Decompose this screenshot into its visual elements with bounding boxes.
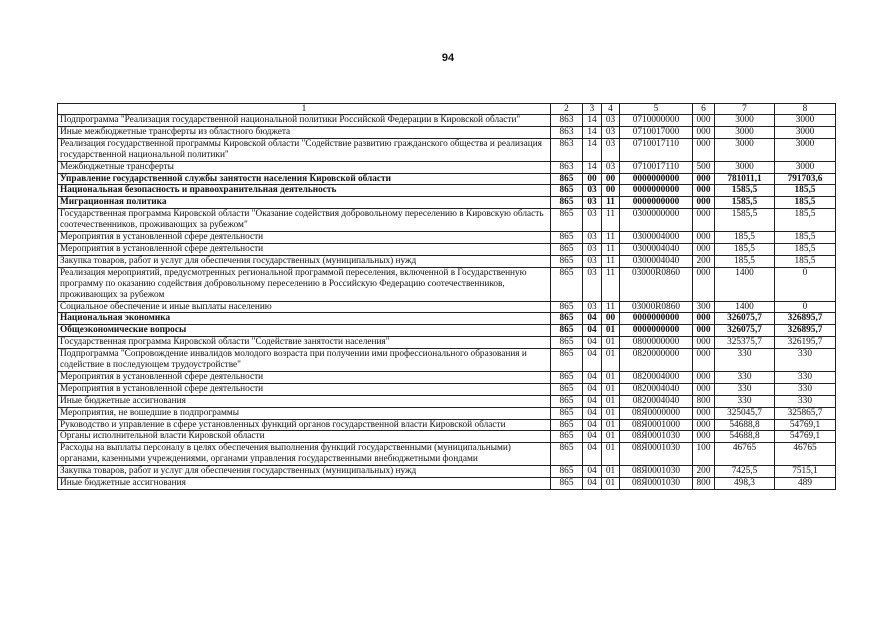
amount-year2-cell: 3000 [775,161,836,173]
ministry-code-cell: 863 [551,126,583,138]
ministry-code-cell: 865 [551,301,583,313]
section-code-cell: 04 [583,419,602,431]
item-name-cell: Мероприятия в установленной сфере деятельности [58,232,551,244]
table-row [58,232,836,244]
amount-year2-cell: 325865,7 [775,407,836,419]
expense-type-cell: 800 [693,395,715,407]
table-row [58,138,836,161]
expense-type-cell: 000 [693,232,715,244]
target-article-cell: 0710017110 [620,161,693,173]
section-code-cell: 04 [583,337,602,349]
table-row [58,126,836,138]
ministry-code-cell: 865 [551,407,583,419]
expense-type-cell: 000 [693,407,715,419]
ministry-code-cell: 865 [551,197,583,209]
ministry-code-cell: 865 [551,466,583,478]
ministry-code-cell: 865 [551,209,583,232]
header-row [58,104,836,115]
amount-year1-cell: 330 [715,349,775,372]
amount-year2-cell: 46765 [775,443,836,466]
amount-year2-cell: 185,5 [775,185,836,197]
target-article-cell: 08Я0000000 [620,407,693,419]
amount-year2-cell: 54769,1 [775,419,836,431]
item-name-cell: Мероприятия в установленной сфере деятельности [58,383,551,395]
item-name-cell: Управление государственной службы занятости населения Кировской области [58,173,551,185]
item-name-cell: Иные межбюджетные трансферты из областного бюджета [58,126,551,138]
amount-year1-cell: 325045,7 [715,407,775,419]
item-name-cell: Миграционная политика [58,197,551,209]
table-row [58,371,836,383]
section-code-cell: 14 [583,126,602,138]
amount-year2-cell: 326895,7 [775,313,836,325]
amount-year2-cell: 3000 [775,138,836,161]
expense-type-cell: 000 [693,115,715,127]
target-article-cell: 08Я0001030 [620,478,693,490]
subsection-code-cell: 01 [602,349,620,372]
table-row [58,407,836,419]
subsection-code-cell: 11 [602,301,620,313]
amount-year2-cell: 0 [775,301,836,313]
section-code-cell: 14 [583,161,602,173]
target-article-cell: 0820004000 [620,371,693,383]
amount-year1-cell: 185,5 [715,255,775,267]
ministry-code-cell: 865 [551,243,583,255]
amount-year1-cell: 3000 [715,115,775,127]
ministry-code-cell: 863 [551,138,583,161]
table-row [58,313,836,325]
table-row [58,443,836,466]
ministry-code-cell: 865 [551,267,583,301]
subsection-code-cell: 01 [602,337,620,349]
ministry-code-cell: 865 [551,337,583,349]
amount-year2-cell: 3000 [775,126,836,138]
section-code-cell: 04 [583,383,602,395]
section-code-cell: 03 [583,185,602,197]
item-name-cell: Реализация государственной программы Кировской области "Содействие развитию гражданского общества и реализация государственной национальной политики" [58,138,551,161]
item-name-cell: Иные бюджетные ассигнования [58,478,551,490]
table-row [58,431,836,443]
item-name-cell: Национальная экономика [58,313,551,325]
header-cell: 1 [58,104,551,115]
target-article-cell: 0820004040 [620,395,693,407]
item-name-cell: Государственная программа Кировской области "Оказание содействия добровольному переселению в Кировскую область соотечественников, проживающих за рубежом" [58,209,551,232]
amount-year1-cell: 3000 [715,161,775,173]
section-code-cell: 14 [583,115,602,127]
table-row [58,243,836,255]
section-code-cell: 03 [583,243,602,255]
target-article-cell: 0000000000 [620,173,693,185]
expense-type-cell: 500 [693,161,715,173]
subsection-code-cell: 01 [602,419,620,431]
page-number: 94 [441,52,455,64]
budget-table [57,103,836,490]
target-article-cell: 0000000000 [620,185,693,197]
subsection-code-cell: 01 [602,371,620,383]
item-name-cell: Закупка товаров, работ и услуг для обеспечения государственных (муниципальных) нужд [58,255,551,267]
table-body [58,115,836,490]
target-article-cell: 0000000000 [620,313,693,325]
expense-type-cell: 000 [693,197,715,209]
table-row [58,466,836,478]
item-name-cell: Социальное обеспечение и иные выплаты населению [58,301,551,313]
subsection-code-cell: 03 [602,161,620,173]
amount-year1-cell: 326075,7 [715,325,775,337]
target-article-cell: 0800000000 [620,337,693,349]
amount-year2-cell: 185,5 [775,232,836,244]
section-code-cell: 03 [583,301,602,313]
table-row [58,478,836,490]
header-cell: 8 [775,104,836,115]
amount-year2-cell: 54769,1 [775,431,836,443]
ministry-code-cell: 865 [551,371,583,383]
subsection-code-cell: 01 [602,478,620,490]
item-name-cell: Закупка товаров, работ и услуг для обеспечения государственных (муниципальных) нужд [58,466,551,478]
subsection-code-cell: 11 [602,243,620,255]
expense-type-cell: 000 [693,337,715,349]
table-row [58,197,836,209]
amount-year1-cell: 1585,5 [715,185,775,197]
item-name-cell: Органы исполнительной власти Кировской области [58,431,551,443]
amount-year1-cell: 1585,5 [715,209,775,232]
amount-year1-cell: 325375,7 [715,337,775,349]
expense-type-cell: 300 [693,301,715,313]
amount-year1-cell: 185,5 [715,243,775,255]
header-cell: 3 [583,104,602,115]
subsection-code-cell: 01 [602,395,620,407]
subsection-code-cell: 00 [602,313,620,325]
ministry-code-cell: 865 [551,255,583,267]
amount-year1-cell: 330 [715,395,775,407]
item-name-cell: Мероприятия, не вошедшие в подпрограммы [58,407,551,419]
target-article-cell: 0300004040 [620,255,693,267]
target-article-cell: 08Я0001000 [620,419,693,431]
expense-type-cell: 000 [693,173,715,185]
amount-year1-cell: 54688,8 [715,419,775,431]
section-code-cell: 04 [583,349,602,372]
amount-year1-cell: 1400 [715,267,775,301]
expense-type-cell: 000 [693,431,715,443]
amount-year2-cell: 7515,1 [775,466,836,478]
item-name-cell: Иные бюджетные ассигнования [58,395,551,407]
table-row [58,185,836,197]
amount-year1-cell: 3000 [715,126,775,138]
ministry-code-cell: 865 [551,395,583,407]
target-article-cell: 0710017110 [620,138,693,161]
section-code-cell: 04 [583,325,602,337]
expense-type-cell: 000 [693,185,715,197]
item-name-cell: Общеэкономические вопросы [58,325,551,337]
section-code-cell: 00 [583,173,602,185]
amount-year2-cell: 330 [775,395,836,407]
amount-year2-cell: 3000 [775,115,836,127]
table-row [58,173,836,185]
subsection-code-cell: 11 [602,232,620,244]
target-article-cell: 0000000000 [620,197,693,209]
subsection-code-cell: 01 [602,325,620,337]
amount-year1-cell: 330 [715,383,775,395]
section-code-cell: 04 [583,466,602,478]
amount-year1-cell: 781011,1 [715,173,775,185]
target-article-cell: 0300000000 [620,209,693,232]
section-code-cell: 03 [583,197,602,209]
section-code-cell: 03 [583,232,602,244]
ministry-code-cell: 865 [551,325,583,337]
ministry-code-cell: 865 [551,173,583,185]
section-code-cell: 04 [583,395,602,407]
subsection-code-cell: 01 [602,443,620,466]
ministry-code-cell: 865 [551,419,583,431]
section-code-cell: 03 [583,267,602,301]
table-row [58,419,836,431]
amount-year2-cell: 330 [775,383,836,395]
subsection-code-cell: 01 [602,383,620,395]
item-name-cell: Государственная программа Кировской области "Содействие занятости населения" [58,337,551,349]
subsection-code-cell: 00 [602,185,620,197]
amount-year2-cell: 326895,7 [775,325,836,337]
subsection-code-cell: 11 [602,255,620,267]
amount-year2-cell: 185,5 [775,197,836,209]
expense-type-cell: 000 [693,126,715,138]
item-name-cell: Подпрограмма "Сопровождение инвалидов молодого возраста при получении ими профессионального образования и содействие в последующем трудоустройстве" [58,349,551,372]
section-code-cell: 03 [583,255,602,267]
expense-type-cell: 000 [693,313,715,325]
amount-year1-cell: 46765 [715,443,775,466]
ministry-code-cell: 865 [551,232,583,244]
expense-type-cell: 000 [693,383,715,395]
amount-year1-cell: 498,3 [715,478,775,490]
ministry-code-cell: 865 [551,185,583,197]
amount-year2-cell: 326195,7 [775,337,836,349]
section-code-cell: 03 [583,209,602,232]
amount-year1-cell: 326075,7 [715,313,775,325]
amount-year1-cell: 185,5 [715,232,775,244]
amount-year1-cell: 330 [715,371,775,383]
section-code-cell: 14 [583,138,602,161]
section-code-cell: 04 [583,407,602,419]
ministry-code-cell: 863 [551,115,583,127]
table-row [58,161,836,173]
amount-year1-cell: 3000 [715,138,775,161]
header-cell: 7 [715,104,775,115]
amount-year2-cell: 489 [775,478,836,490]
expense-type-cell: 000 [693,209,715,232]
target-article-cell: 0300004040 [620,243,693,255]
amount-year2-cell: 791703,6 [775,173,836,185]
target-article-cell: 0300004000 [620,232,693,244]
header-cell: 6 [693,104,715,115]
item-name-cell: Реализация мероприятий, предусмотренных региональной программой переселения, включенной в Государственную программу по оказанию содействия добровольному переселению в Российскую Федерацию соотечественников, проживающих за рубежом [58,267,551,301]
table-row [58,301,836,313]
target-article-cell: 0000000000 [620,325,693,337]
expense-type-cell: 000 [693,243,715,255]
amount-year2-cell: 185,5 [775,209,836,232]
target-article-cell: 03000R0860 [620,267,693,301]
amount-year1-cell: 1400 [715,301,775,313]
item-name-cell: Руководство и управление в сфере установленных функций органов государственной власти Кировской области [58,419,551,431]
table-row [58,115,836,127]
subsection-code-cell: 03 [602,126,620,138]
expense-type-cell: 800 [693,478,715,490]
item-name-cell: Мероприятия в установленной сфере деятельности [58,243,551,255]
amount-year1-cell: 7425,5 [715,466,775,478]
table-row [58,349,836,372]
subsection-code-cell: 01 [602,431,620,443]
subsection-code-cell: 03 [602,115,620,127]
ministry-code-cell: 865 [551,431,583,443]
expense-type-cell: 200 [693,466,715,478]
target-article-cell: 0820000000 [620,349,693,372]
item-name-cell: Подпрограмма "Реализация государственной национальной политики Российской Федерации в Кировской области" [58,115,551,127]
expense-type-cell: 000 [693,371,715,383]
expense-type-cell: 000 [693,138,715,161]
expense-type-cell: 100 [693,443,715,466]
target-article-cell: 08Я0001030 [620,431,693,443]
item-name-cell: Межбюджетные трансферты [58,161,551,173]
target-article-cell: 03000R0860 [620,301,693,313]
target-article-cell: 08Я0001030 [620,443,693,466]
target-article-cell: 0710000000 [620,115,693,127]
expense-type-cell: 000 [693,349,715,372]
subsection-code-cell: 00 [602,173,620,185]
ministry-code-cell: 863 [551,161,583,173]
section-code-cell: 04 [583,443,602,466]
expense-type-cell: 200 [693,255,715,267]
item-name-cell: Национальная безопасность и правоохранительная деятельность [58,185,551,197]
table-row [58,337,836,349]
table-row [58,267,836,301]
amount-year1-cell: 54688,8 [715,431,775,443]
expense-type-cell: 000 [693,325,715,337]
header-cell: 5 [620,104,693,115]
subsection-code-cell: 01 [602,466,620,478]
amount-year2-cell: 185,5 [775,255,836,267]
subsection-code-cell: 11 [602,209,620,232]
section-code-cell: 04 [583,371,602,383]
section-code-cell: 04 [583,478,602,490]
amount-year2-cell: 330 [775,371,836,383]
ministry-code-cell: 865 [551,478,583,490]
table-row [58,395,836,407]
subsection-code-cell: 11 [602,267,620,301]
table-row [58,383,836,395]
section-code-cell: 04 [583,431,602,443]
expense-type-cell: 000 [693,267,715,301]
header-cell: 2 [551,104,583,115]
subsection-code-cell: 11 [602,197,620,209]
item-name-cell: Расходы на выплаты персоналу в целях обеспечения выполнения функций государственными (муниципальными) органами, казенными учреждениями, органами управления государственными внебюджетными фондами [58,443,551,466]
amount-year2-cell: 0 [775,267,836,301]
target-article-cell: 0820004040 [620,383,693,395]
amount-year2-cell: 185,5 [775,243,836,255]
ministry-code-cell: 865 [551,383,583,395]
section-code-cell: 04 [583,313,602,325]
subsection-code-cell: 03 [602,138,620,161]
amount-year2-cell: 330 [775,349,836,372]
ministry-code-cell: 865 [551,349,583,372]
expense-type-cell: 000 [693,419,715,431]
item-name-cell: Мероприятия в установленной сфере деятельности [58,371,551,383]
header-cell: 4 [602,104,620,115]
amount-year1-cell: 1585,5 [715,197,775,209]
table-row [58,325,836,337]
ministry-code-cell: 865 [551,313,583,325]
subsection-code-cell: 01 [602,407,620,419]
table-row [58,255,836,267]
ministry-code-cell: 865 [551,443,583,466]
table-row [58,209,836,232]
target-article-cell: 0710017000 [620,126,693,138]
target-article-cell: 08Я0001030 [620,466,693,478]
